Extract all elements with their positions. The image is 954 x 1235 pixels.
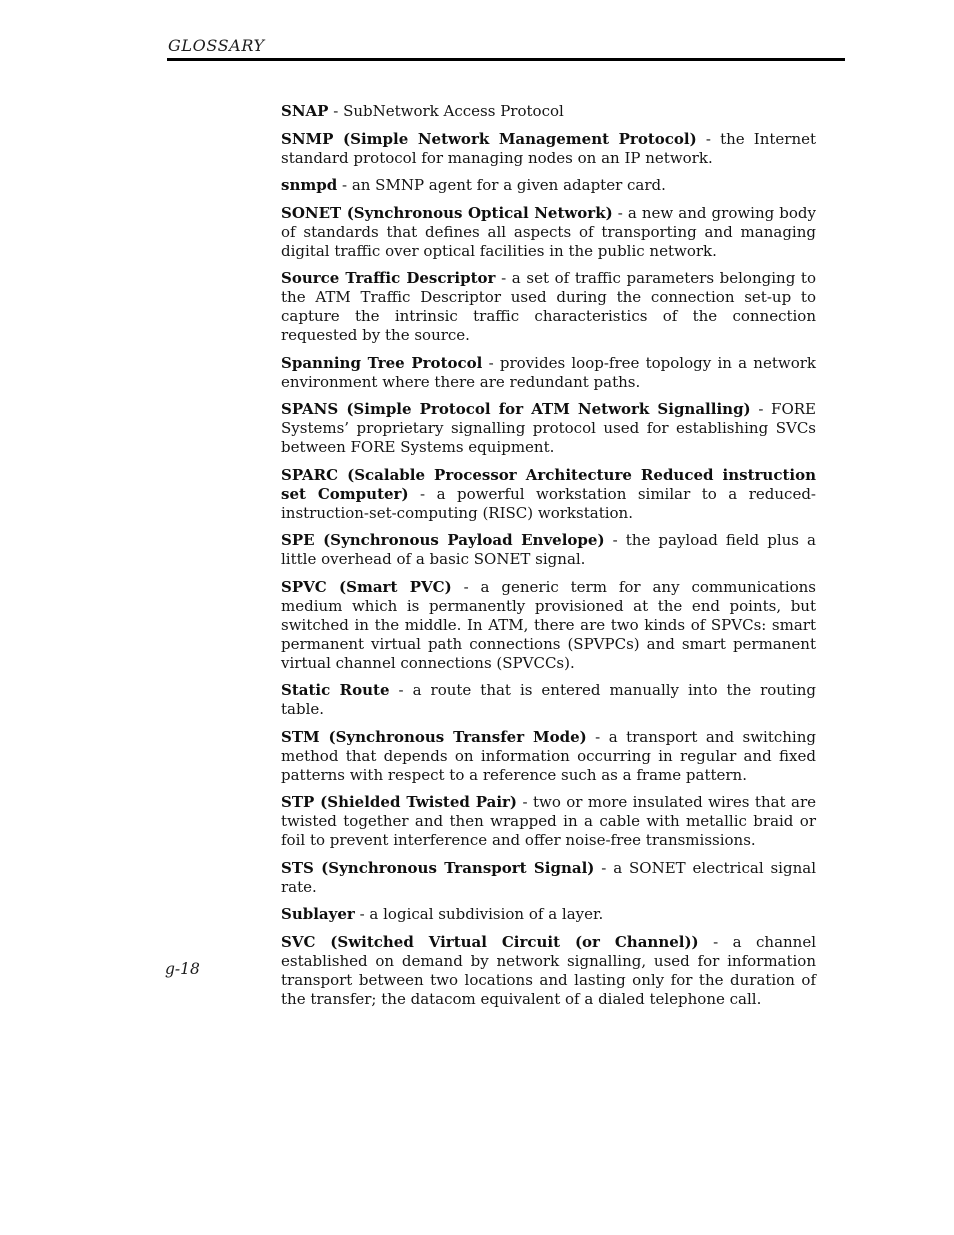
glossary-term: Spanning Tree Protocol: [281, 353, 483, 372]
term-definition-separator: -: [594, 858, 614, 877]
term-definition-separator: -: [495, 269, 512, 287]
glossary-term: STM (Synchronous Transfer Mode): [281, 727, 587, 746]
term-definition-separator: -: [586, 727, 609, 746]
glossary-entry: [281, 176, 816, 195]
glossary-term: Sublayer: [281, 905, 355, 923]
glossary-definition: an SMNP agent for a given adapter card.: [351, 176, 666, 194]
glossary-definition: two or more insulated wires that are twisted together and then wrapped in a cable with metallic braid or foil to prevent interference and offer noise-free transmissions.: [281, 793, 816, 849]
glossary-entry: [281, 728, 816, 785]
page-number: g-18: [165, 960, 200, 978]
glossary-definition: a powerful workstation similar to a reduced-instruction-set-computing (RISC) workstation.: [281, 484, 816, 522]
term-definition-separator: -: [354, 905, 370, 923]
glossary-entry: [281, 204, 816, 261]
glossary-term: SNAP: [281, 102, 329, 120]
page-footer: [165, 960, 200, 978]
glossary-definition: provides loop-free topology in a network environment where there are redundant paths.: [281, 353, 817, 391]
running-header: [168, 36, 265, 55]
term-definition-separator: -: [337, 176, 352, 194]
glossary-term: SONET (Synchronous Optical Network): [281, 203, 613, 222]
glossary-term: SPANS (Simple Protocol for ATM Network Signalling): [281, 400, 751, 418]
term-definition-separator: -: [612, 203, 628, 222]
glossary-entry: [281, 531, 816, 569]
glossary-definition: a new and growing body of standards that defines all aspects of transporting and managing digital traffic over optical facilities in the public network.: [281, 203, 817, 260]
glossary-entry: [281, 354, 816, 392]
glossary-term: SNMP (Simple Network Management Protocol): [281, 129, 697, 148]
glossary-entries: [281, 102, 816, 1017]
glossary-definition: a set of traffic parameters belonging to the ATM Traffic Descriptor used during the connection set-up to capture the intrinsic traffic characteristics of the connection requested by the source.: [281, 269, 816, 344]
term-definition-separator: -: [482, 353, 500, 372]
glossary-term: STP (Shielded Twisted Pair): [281, 793, 518, 811]
glossary-term: SPE (Synchronous Payload Envelope): [281, 531, 605, 549]
glossary-definition: a channel established on demand by network signalling, used for information transport between two locations and lasting only for the duration of the transfer; the datacom equivalent of a dialed telephone call.: [281, 932, 817, 1008]
term-definition-separator: -: [750, 400, 772, 418]
glossary-term: snmpd: [281, 176, 338, 194]
term-definition-separator: -: [389, 681, 413, 699]
glossary-entry: [281, 793, 816, 850]
term-definition-separator: -: [328, 102, 344, 120]
term-definition-separator: -: [696, 129, 721, 148]
glossary-definition: the payload field plus a little overhead of a basic SONET signal.: [281, 531, 816, 568]
glossary-definition: a route that is entered manually into the routing table.: [281, 681, 817, 718]
glossary-entry: [281, 102, 816, 121]
term-definition-separator: -: [604, 531, 626, 549]
term-definition-separator: -: [517, 793, 533, 811]
glossary-entry: [281, 905, 816, 924]
glossary-definition: a SONET electrical signal rate.: [281, 858, 816, 896]
glossary-entry: [281, 859, 816, 897]
glossary-term: STS (Synchronous Transport Signal): [281, 858, 595, 877]
glossary-definition: FORE Systems’ proprietary signalling protocol used for establishing SVCs between FORE Systems equipment.: [281, 400, 816, 456]
header-rule: [167, 58, 845, 61]
glossary-term: SPARC (Scalable Processor Architecture Reduced instruction set Computer): [281, 465, 816, 503]
glossary-entry: [281, 681, 816, 719]
glossary-entry: [281, 578, 816, 673]
page-title: GLOSSARY: [168, 36, 265, 55]
glossary-definition: a logical subdivision of a layer.: [369, 905, 604, 923]
glossary-entry: [281, 130, 816, 168]
glossary-term: SVC (Switched Virtual Circuit (or Channel)): [281, 932, 699, 951]
glossary-entry: [281, 269, 816, 345]
term-definition-separator: -: [451, 577, 481, 596]
glossary-entry: [281, 466, 816, 523]
glossary-definition: the Internet standard protocol for managing nodes on an IP network.: [281, 129, 817, 167]
glossary-definition: SubNetwork Access Protocol: [343, 102, 564, 120]
glossary-definition: a transport and switching method that depends on information occurring in regular and fixed patterns with respect to a reference such as a frame pattern.: [281, 727, 816, 784]
glossary-entry: [281, 400, 816, 457]
glossary-term: SPVC (Smart PVC): [281, 577, 452, 596]
term-definition-separator: -: [408, 484, 437, 503]
glossary-term: Static Route: [281, 681, 390, 699]
glossary-entry: [281, 933, 816, 1009]
glossary-definition: a generic term for any communications medium which is permanently provisioned at the end points, but switched in the middle. In ATM, there are two kinds of SPVCs: smart permanent virtual path connections (SPVPCs) and smart permanent virtual channel connections (SPVCCs).: [281, 577, 816, 672]
glossary-term: Source Traffic Descriptor: [281, 269, 496, 287]
term-definition-separator: -: [698, 932, 733, 951]
